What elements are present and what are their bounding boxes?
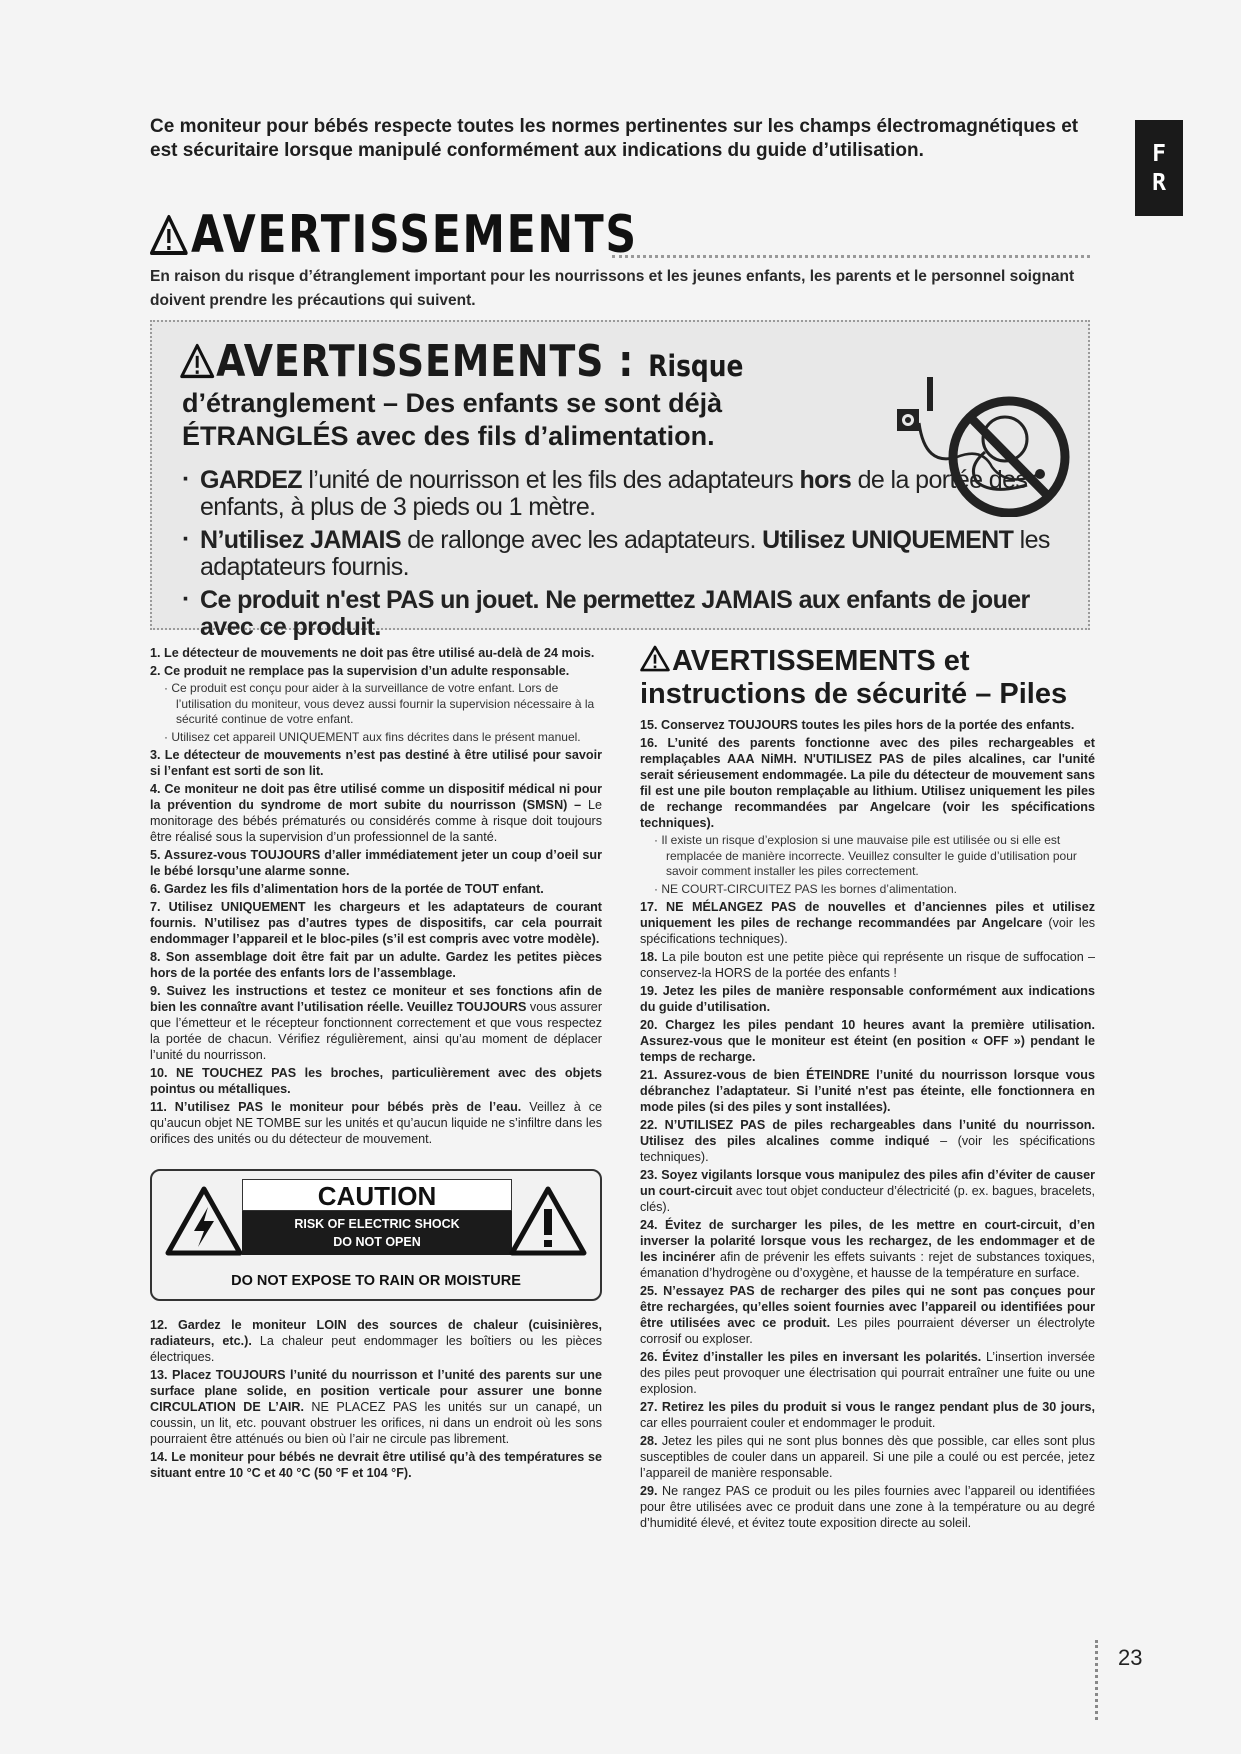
strangulation-warning-box — [150, 320, 1090, 641]
caution-title: CAUTION — [242, 1179, 512, 1211]
list-item — [640, 1283, 1095, 1347]
item-bold-text: 3. Le détecteur de mouvements n’est pas destiné à être utilisé pour savoir si l’enfant est sorti de son lit. — [150, 748, 602, 778]
item-text: La pile bouton est une petite pièce qui représente un risque de suffocation – conservez-la HORS de la portée des enfants ! — [640, 950, 1095, 980]
list-item — [640, 983, 1095, 1015]
item-bold-text: 25. N’essayez PAS de recharger des piles qui ne sont pas conçues pour être rechargées, qu’elles soient fournies avec l’appareil ou identifiées pour être utilisées avec ce produit. — [640, 1284, 1095, 1330]
safety-list-1 — [150, 645, 602, 1147]
item-bold-text: 29. — [640, 1484, 658, 1498]
item-bold-text: 11. N’utilisez PAS le moniteur pour bébés près de l’eau. — [150, 1100, 522, 1114]
sub-bullet-text: Il existe un risque d’explosion si une mauvaise pile est utilisée ou si elle est remplacée de manière incorrecte. Veuillez consulter le guide d’utilisation pour savoir comment installer les piles correctement. — [661, 833, 1077, 878]
list-item — [150, 1065, 602, 1097]
list-item — [150, 1317, 602, 1365]
list-item — [150, 781, 602, 845]
item-bold-text: 21. Assurez-vous de bien ÉTEINDRE l’unité du nourrisson lorsque vous débranchez l’adaptateur. Si l’unité n'est pas éteinte, elle fonctionnera en mode piles (si des piles y sont installées). — [640, 1068, 1095, 1114]
caution-warning-box — [242, 1211, 512, 1255]
page-heading-text: AVERTISSEMENTS — [191, 205, 638, 265]
item-bold-text: 12. Gardez le moniteur LOIN des sources de chaleur (cuisinières, radiateurs, etc.). — [150, 1318, 602, 1348]
sub-bullet-item: · Ce produit est conçu pour aider à la surveillance de votre enfant. Lors de l’utilisation du moniteur, vous devez aussi fournir la supervision nécessaire à la sécurité continue de votre enfant. — [164, 681, 595, 726]
item-bold-text: 5. Assurez-vous TOUJOURS d’aller immédiatement jeter un coup d’oeil sur le bébé lorsqu’une alarme sonne. — [150, 848, 602, 878]
caution-line-2: DO NOT OPEN — [333, 1235, 421, 1249]
bullet-bold-2: Utilisez UNIQUEMENT — [762, 526, 1014, 554]
item-bold-text: 14. Le moniteur pour bébés ne devrait être utilisé qu’à des températures se situant entre 10 °C et 40 °C (50 °F et 104 °F). — [150, 1450, 602, 1480]
right-column — [640, 645, 1095, 1533]
item-text: afin de prévenir les effets suivants : rejet de substances toxiques, émanation d’hydrogène ou d’oxygène, et hausse de la température en surface. — [640, 1250, 1095, 1280]
item-bold-text: 8. Son assemblage doit être fait par un adulte. Gardez les petites pièces hors de la portée des enfants lors de l’assemblage. — [150, 950, 602, 980]
language-tab-letter-1: F — [1152, 141, 1166, 167]
item-bold-text: 26. Évitez d’installer les piles en inversant les polarités. — [640, 1350, 982, 1364]
bullet-text-1: l’unité de nourrisson et les fils des adaptateurs — [301, 466, 800, 494]
list-item — [150, 881, 602, 897]
bullet-bold-1: Ce produit n'est PAS un jouet. Ne permettez JAMAIS aux enfants de jouer avec ce produit. — [200, 586, 1030, 641]
sub-bullet-item: · NE COURT-CIRCUITEZ PAS les bornes d’alimentation. — [654, 881, 957, 896]
item-bold-text: 9. Suivez les instructions et testez ce moniteur et ses fonctions afin de bien les connaître avant l’utilisation réelle. Veuillez TOUJOURS — [150, 984, 602, 1014]
item-bold-text: 22. N’UTILISEZ PAS de piles rechargeables dans l’unité du nourrisson. Utilisez des piles alcalines comme indiqué — [640, 1118, 1095, 1148]
list-item — [640, 1399, 1095, 1431]
language-tab — [1135, 120, 1183, 216]
electric-shock-icon — [164, 1185, 244, 1257]
item-bold-text: 27. Retirez les piles du produit si vous le rangez pendant plus de 30 jours, — [640, 1400, 1095, 1414]
item-text: NE PLACEZ PAS les unités sur un canapé, un coussin, un lit, etc. pouvant obstruer les orifices, ni dans un endroit où les sons pourraient être atténués ou bien où l’air ne circule pas librement. — [150, 1400, 602, 1446]
battery-safety-list — [640, 717, 1095, 1531]
caution-line-1: RISK OF ELECTRIC SHOCK — [294, 1217, 460, 1231]
item-bold-text: 2. Ce produit ne remplace pas la supervision d’un adulte responsable. — [150, 664, 570, 678]
item-bold-text: 16. L’unité des parents fonctionne avec des piles rechargeables et remplaçables AAA NiMH. N'UTILISEZ PAS de piles alcalines, car l'unité serait sérieusement endommagée. La pile du détecteur de mouvement sans fil est une pile bouton remplaçable au lithium. Utilisez uniquement les piles de rechange recommandées par Angelcare (voir les spécifications techniques). — [640, 736, 1095, 830]
item-bold-text: 18. — [640, 950, 658, 964]
item-bold-text: 4. Ce moniteur ne doit pas être utilisé comme un dispositif médical ni pour la prévention du syndrome de mort subite du nourrisson (SMSN) – — [150, 782, 602, 812]
battery-title-line-1: AVERTISSEMENTS et — [672, 645, 970, 677]
list-item — [640, 899, 1095, 947]
item-bold-text: 7. Utilisez UNIQUEMENT les chargeurs et les adaptateurs de courant fournis. N’utilisez pas d’autres types de dispositifs, car cela pourrait endommager l’appareil et le bloc-piles (s’il est compris avec votre modèle). — [150, 900, 602, 946]
page-number-dotted-rule — [1095, 1640, 1098, 1720]
sub-bullet-text: Ce produit est conçu pour aider à la surveillance de votre enfant. Lors de l’utilisation du moniteur, vous devez aussi fournir la supervision nécessaire à la sécurité continue de votre enfant. — [171, 681, 595, 726]
item-bold-text: 20. Chargez les piles pendant 10 heures avant la première utilisation. Assurez-vous que le moniteur est éteint (en position « OFF ») pendant le temps de recharge. — [640, 1018, 1095, 1064]
item-bold-text: 23. Soyez vigilants lorsque vous manipulez des piles afin d’éviter de causer un court-circuit — [640, 1168, 1095, 1198]
sub-bullet-text: NE COURT-CIRCUITEZ PAS les bornes d’alimentation. — [661, 881, 957, 896]
box-title — [180, 336, 743, 392]
page-heading — [150, 205, 638, 265]
list-item — [640, 1167, 1095, 1215]
bullet-bold-2: hors — [799, 466, 852, 494]
item-text: Les piles pourraient déverser un électrolyte corrosif ou exploser. — [640, 1316, 1095, 1346]
list-item — [640, 1483, 1095, 1531]
item-text: Veillez à ce qu’aucun objet NE TOMBE sur les unités et qu’aucun liquide ne s’infiltre dans les orifices des unités ou du détecteur de mouvement. — [150, 1100, 602, 1146]
item-bold-text: 28. — [640, 1434, 658, 1448]
list-item — [150, 847, 602, 879]
list-item — [640, 717, 1095, 733]
sub-bullet-item: · Il existe un risque d’explosion si une mauvaise pile est utilisée ou si elle est remplacée de manière incorrecte. Veuillez consulter le guide d’utilisation pour savoir comment installer les piles correctement. — [654, 833, 1077, 878]
bullet-text-2: de la portée des enfants, à plus de 3 pieds ou 1 mètre. — [200, 466, 1028, 521]
list-item — [640, 1349, 1095, 1397]
item-text: Ne rangez PAS ce produit ou les piles fournies avec l’appareil ou identifiées pour être utilisées avec ce produit dans une zone à la température ou au degré d’humidité élevé, et évitez toute exposition directe au soleil. — [640, 1484, 1095, 1530]
lead-paragraph: En raison du risque d’étranglement important pour les nourrissons et les jeunes enfants, les parents et le personnel soignant doivent prendre les précautions qui suivent. — [150, 268, 1075, 309]
item-bold-text: 19. Jetez les piles de manière responsable conformément aux indications du guide d’utilisation. — [640, 984, 1095, 1014]
safety-list-2 — [150, 1317, 602, 1481]
list-item — [640, 1067, 1095, 1115]
item-bold-text: 15. Conservez TOUJOURS toutes les piles hors de la portée des enfants. — [640, 718, 1075, 732]
battery-section-title — [640, 645, 1095, 711]
item-bold-text: 13. Placez TOUJOURS l’unité du nourrisson et l’unité des parents sur une surface plane solide, en position verticale pour assurer une bonne CIRCULATION DE L’AIR. — [150, 1368, 602, 1414]
intro-statement: Ce moniteur pour bébés respecte toutes les normes pertinentes sur les champs électromagnétiques et est sécuritaire lorsque manipulé conformément aux indications du guide d’utilisation. — [150, 116, 1079, 161]
box-subtitle: d’étranglement – Des enfants se sont déjà ÉTRANGLÉS avec des fils d’alimentation. — [182, 388, 723, 451]
item-text: car elles pourraient couler et endommager le produit. — [640, 1416, 936, 1430]
item-bold-text: 10. NE TOUCHEZ PAS les broches, particulièrement avec des objets pointus ou métalliques. — [150, 1066, 602, 1096]
item-bold-text: 6. Gardez les fils d’alimentation hors de la portée de TOUT enfant. — [150, 882, 544, 896]
item-bold-text: 24. Évitez de surcharger les piles, de les mettre en court-circuit, d’en inverser la polarité lorsque vous les rechargez, de les endommager et de les incinérer — [640, 1218, 1095, 1264]
list-item — [150, 747, 602, 779]
bullet-text-1: de rallonge avec les adaptateurs. — [400, 526, 763, 554]
list-item — [150, 663, 602, 679]
list-item — [640, 949, 1095, 981]
bullet-bold-1: GARDEZ — [200, 466, 302, 494]
heading-dotted-rule — [612, 255, 1090, 258]
warning-triangle-icon — [640, 645, 670, 672]
box-title-text: AVERTISSEMENTS : — [216, 336, 635, 387]
list-item — [150, 1099, 602, 1147]
item-text: Le monitorage des bébés prématurés ou considérés comme à risque doit toujours être réalisé sous la supervision d’un professionnel de la santé. — [150, 798, 602, 844]
list-item — [150, 1449, 602, 1481]
list-item — [640, 1217, 1095, 1281]
list-item — [150, 899, 602, 947]
warning-triangle-icon — [150, 214, 188, 256]
list-item — [640, 1433, 1095, 1481]
item-text: La chaleur peut endommager les boîtiers ou les pièces électriques. — [150, 1334, 602, 1364]
list-item — [182, 467, 1082, 521]
item-text: Jetez les piles qui ne sont plus bonnes dès que possible, car elles sont plus susceptibles de couler dans un appareil. Si une pile a coulé ou est percée, jetez l’appareil de manière responsable. — [640, 1434, 1095, 1480]
page-number: 23 — [1118, 1645, 1143, 1670]
bullet-text-2: les adaptateurs fournis. — [200, 526, 1050, 581]
item-text: avec tout objet conducteur d’électricité (p. ex. bagues, bracelets, clés). — [640, 1184, 1095, 1214]
item-text: (voir les spécifications techniques). — [640, 916, 1095, 946]
left-column — [150, 645, 602, 1483]
sub-bullet-item: · Utilisez cet appareil UNIQUEMENT aux fins décrites dans le présent manuel. — [164, 729, 581, 744]
caution-footer: DO NOT EXPOSE TO RAIN OR MOISTURE — [231, 1273, 521, 1289]
bullet-bold-1: N’utilisez JAMAIS — [200, 526, 401, 554]
list-item — [150, 949, 602, 981]
list-item — [150, 983, 602, 1063]
warning-triangle-icon — [180, 343, 214, 379]
list-item — [182, 587, 1082, 641]
list-item — [182, 527, 1082, 581]
box-title-risk: Risque — [648, 349, 744, 383]
list-item — [640, 1017, 1095, 1065]
item-text: L’insertion inversée des piles peut provoquer une électrisation qui pourrait entraîner une fuite ou une explosion. — [640, 1350, 1096, 1396]
item-text: vous assurer que l’émetteur et le récepteur fonctionnent correctement et que vous respectez la portée de chacun. Vérifiez régulièrement, ainsi qu’au moment de déplacer l’unité du nourrisson. — [150, 1000, 603, 1062]
language-tab-letter-2: R — [1152, 170, 1166, 196]
sub-bullet-text: Utilisez cet appareil UNIQUEMENT aux fins décrites dans le présent manuel. — [171, 729, 581, 744]
item-bold-text: 1. Le détecteur de mouvements ne doit pas être utilisé au-delà de 24 mois. — [150, 646, 595, 660]
list-item — [150, 1367, 602, 1447]
list-item — [640, 735, 1095, 831]
item-bold-text: 17. NE MÉLANGEZ PAS de nouvelles et d’anciennes piles et utilisez uniquement les piles de rechange recommandées par Angelcare — [640, 900, 1095, 930]
caution-label — [150, 1169, 602, 1301]
list-item — [150, 645, 602, 661]
exclamation-warning-icon — [508, 1185, 588, 1257]
item-text: – (voir les spécifications techniques). — [640, 1134, 1095, 1164]
list-item — [640, 1117, 1095, 1165]
box-bullet-list — [182, 467, 1082, 647]
battery-title-line-2: instructions de sécurité – Piles — [640, 678, 1068, 710]
